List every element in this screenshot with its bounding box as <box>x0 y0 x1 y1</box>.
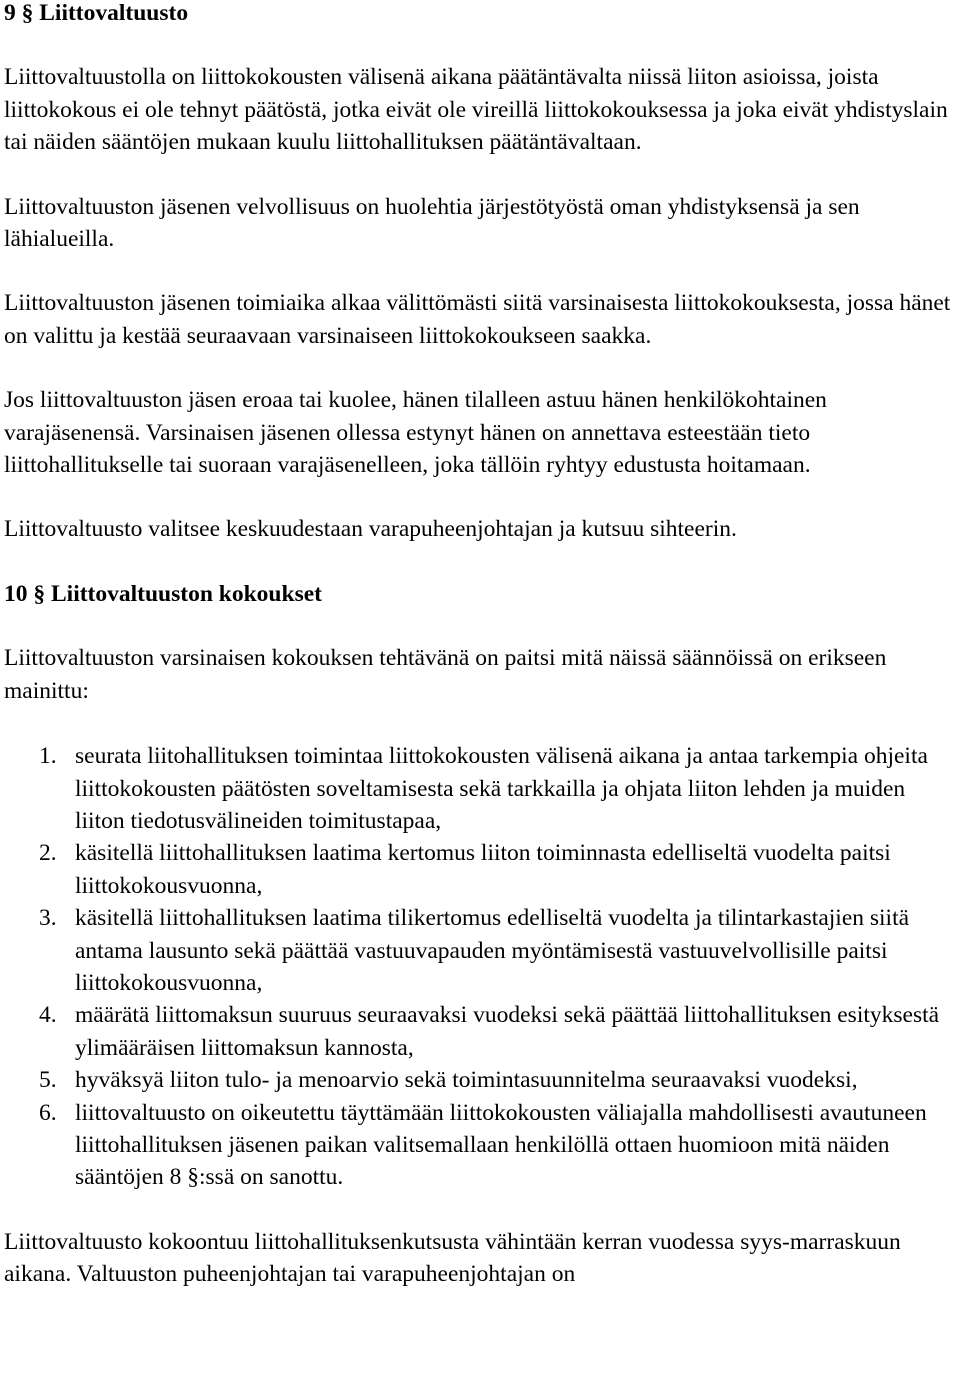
list-item-text: hyväksyä liiton tulo- ja menoarvio sekä toimintasuunnitelma seuraavaksi vuodeksi, <box>75 1067 858 1094</box>
list-item-text: käsitellä liittohallituksen laatima tilikertomus edelliseltä vuodelta ja tilintarkastajien siitä antama lausunto sekä päättää vastuuvapauden myöntämisestä vastuuvelvollisille paitsi liittokokousvuonna, <box>75 905 910 996</box>
list-item-number: 1. <box>39 743 57 770</box>
section-9-paragraph-3: Liittovaltuuston jäsenen toimiaika alkaa välittömästi siitä varsinaisesta liittokokouksesta, jossa hänet on valittu ja kestää seuraavaan varsinaiseen liittokokoukseen saakka. <box>4 290 951 349</box>
list-item <box>4 999 956 1064</box>
list-item <box>4 902 956 999</box>
section-9-paragraph-2: Liittovaltuuston jäsenen velvollisuus on huolehtia järjestötyöstä oman yhdistyksensä ja sen lähialueilla. <box>4 193 860 253</box>
section-9-paragraph-1: Liittovaltuustolla on liittokokousten välisenä aikana päätäntävalta niissä liiton asioissa, joista liittokokous ei ole tehnyt päätöstä, jotka eivät ole vireillä liittokokouksessa ja joka eivät yhdistyslain tai näiden sääntöjen mukaan kuulu liittohallituksen päätäntävaltaan. <box>4 64 948 156</box>
section-10-heading: 10 § Liittovaltuuston kokoukset <box>4 580 322 607</box>
section-9-heading: 9 § Liittovaltuusto <box>4 0 189 26</box>
document-page <box>4 0 956 1291</box>
list-item <box>4 1097 956 1194</box>
list-item-text: määrätä liittomaksun suuruus seuraavaksi vuodeksi sekä päättää liittohallituksen esityksestä ylimääräisen liittomaksun kannosta, <box>75 1002 940 1061</box>
list-item-number: 4. <box>39 1002 57 1029</box>
list-item-number: 5. <box>39 1067 57 1094</box>
list-item-text: käsitellä liittohallituksen laatima kertomus liiton toiminnasta edelliseltä vuodelta paitsi liittokokousvuonna, <box>75 840 891 899</box>
section-10-intro: Liittovaltuuston varsinaisen kokouksen tehtävänä on paitsi mitä näissä säännöissä on erikseen mainittu: <box>4 645 887 704</box>
list-item-text: liittovaltuusto on oikeutettu täyttämään liittokokousten väliajalla mahdollisesti avautuneen liittohallituksen jäsenen paikan valitsemallaan henkilöllä ottaen huomioon mitä näiden sääntöjen 8 §:ssä on sanottu. <box>75 1099 927 1191</box>
list-item-number: 6. <box>39 1099 57 1126</box>
list-item <box>4 837 956 902</box>
list-item <box>4 740 956 837</box>
list-item-number: 3. <box>39 905 57 932</box>
section-10-closing: Liittovaltuusto kokoontuu liittohallituksenkutsusta vähintään kerran vuodessa syys-marraskuun aikana. Valtuuston puheenjohtajan tai varapuheenjohtajan on <box>4 1228 901 1288</box>
duties-list <box>4 740 956 1194</box>
list-item-number: 2. <box>39 840 57 867</box>
section-9-paragraph-5: Liittovaltuusto valitsee keskuudestaan varapuheenjohtajan ja kutsuu sihteerin. <box>4 516 737 543</box>
list-item-text: seurata liitohallituksen toimintaa liittokokousten välisenä aikana ja antaa tarkempia ohjeita liittokokousten päätösten soveltamisesta sekä tarkkailla ja ohjata liiton lehden ja muiden liiton tiedotusvälineiden toimitustapaa, <box>75 743 928 834</box>
list-item <box>4 1064 956 1096</box>
section-9-paragraph-4: Jos liittovaltuuston jäsen eroaa tai kuolee, hänen tilalleen astuu hänen henkilökohtainen varajäsenensä. Varsinaisen jäsenen ollessa estynyt hänen on annettava esteestään tieto liittohallitukselle tai suoraan varajäsenelleen, joka tällöin ryhtyy edustusta hoitamaan. <box>4 387 827 479</box>
